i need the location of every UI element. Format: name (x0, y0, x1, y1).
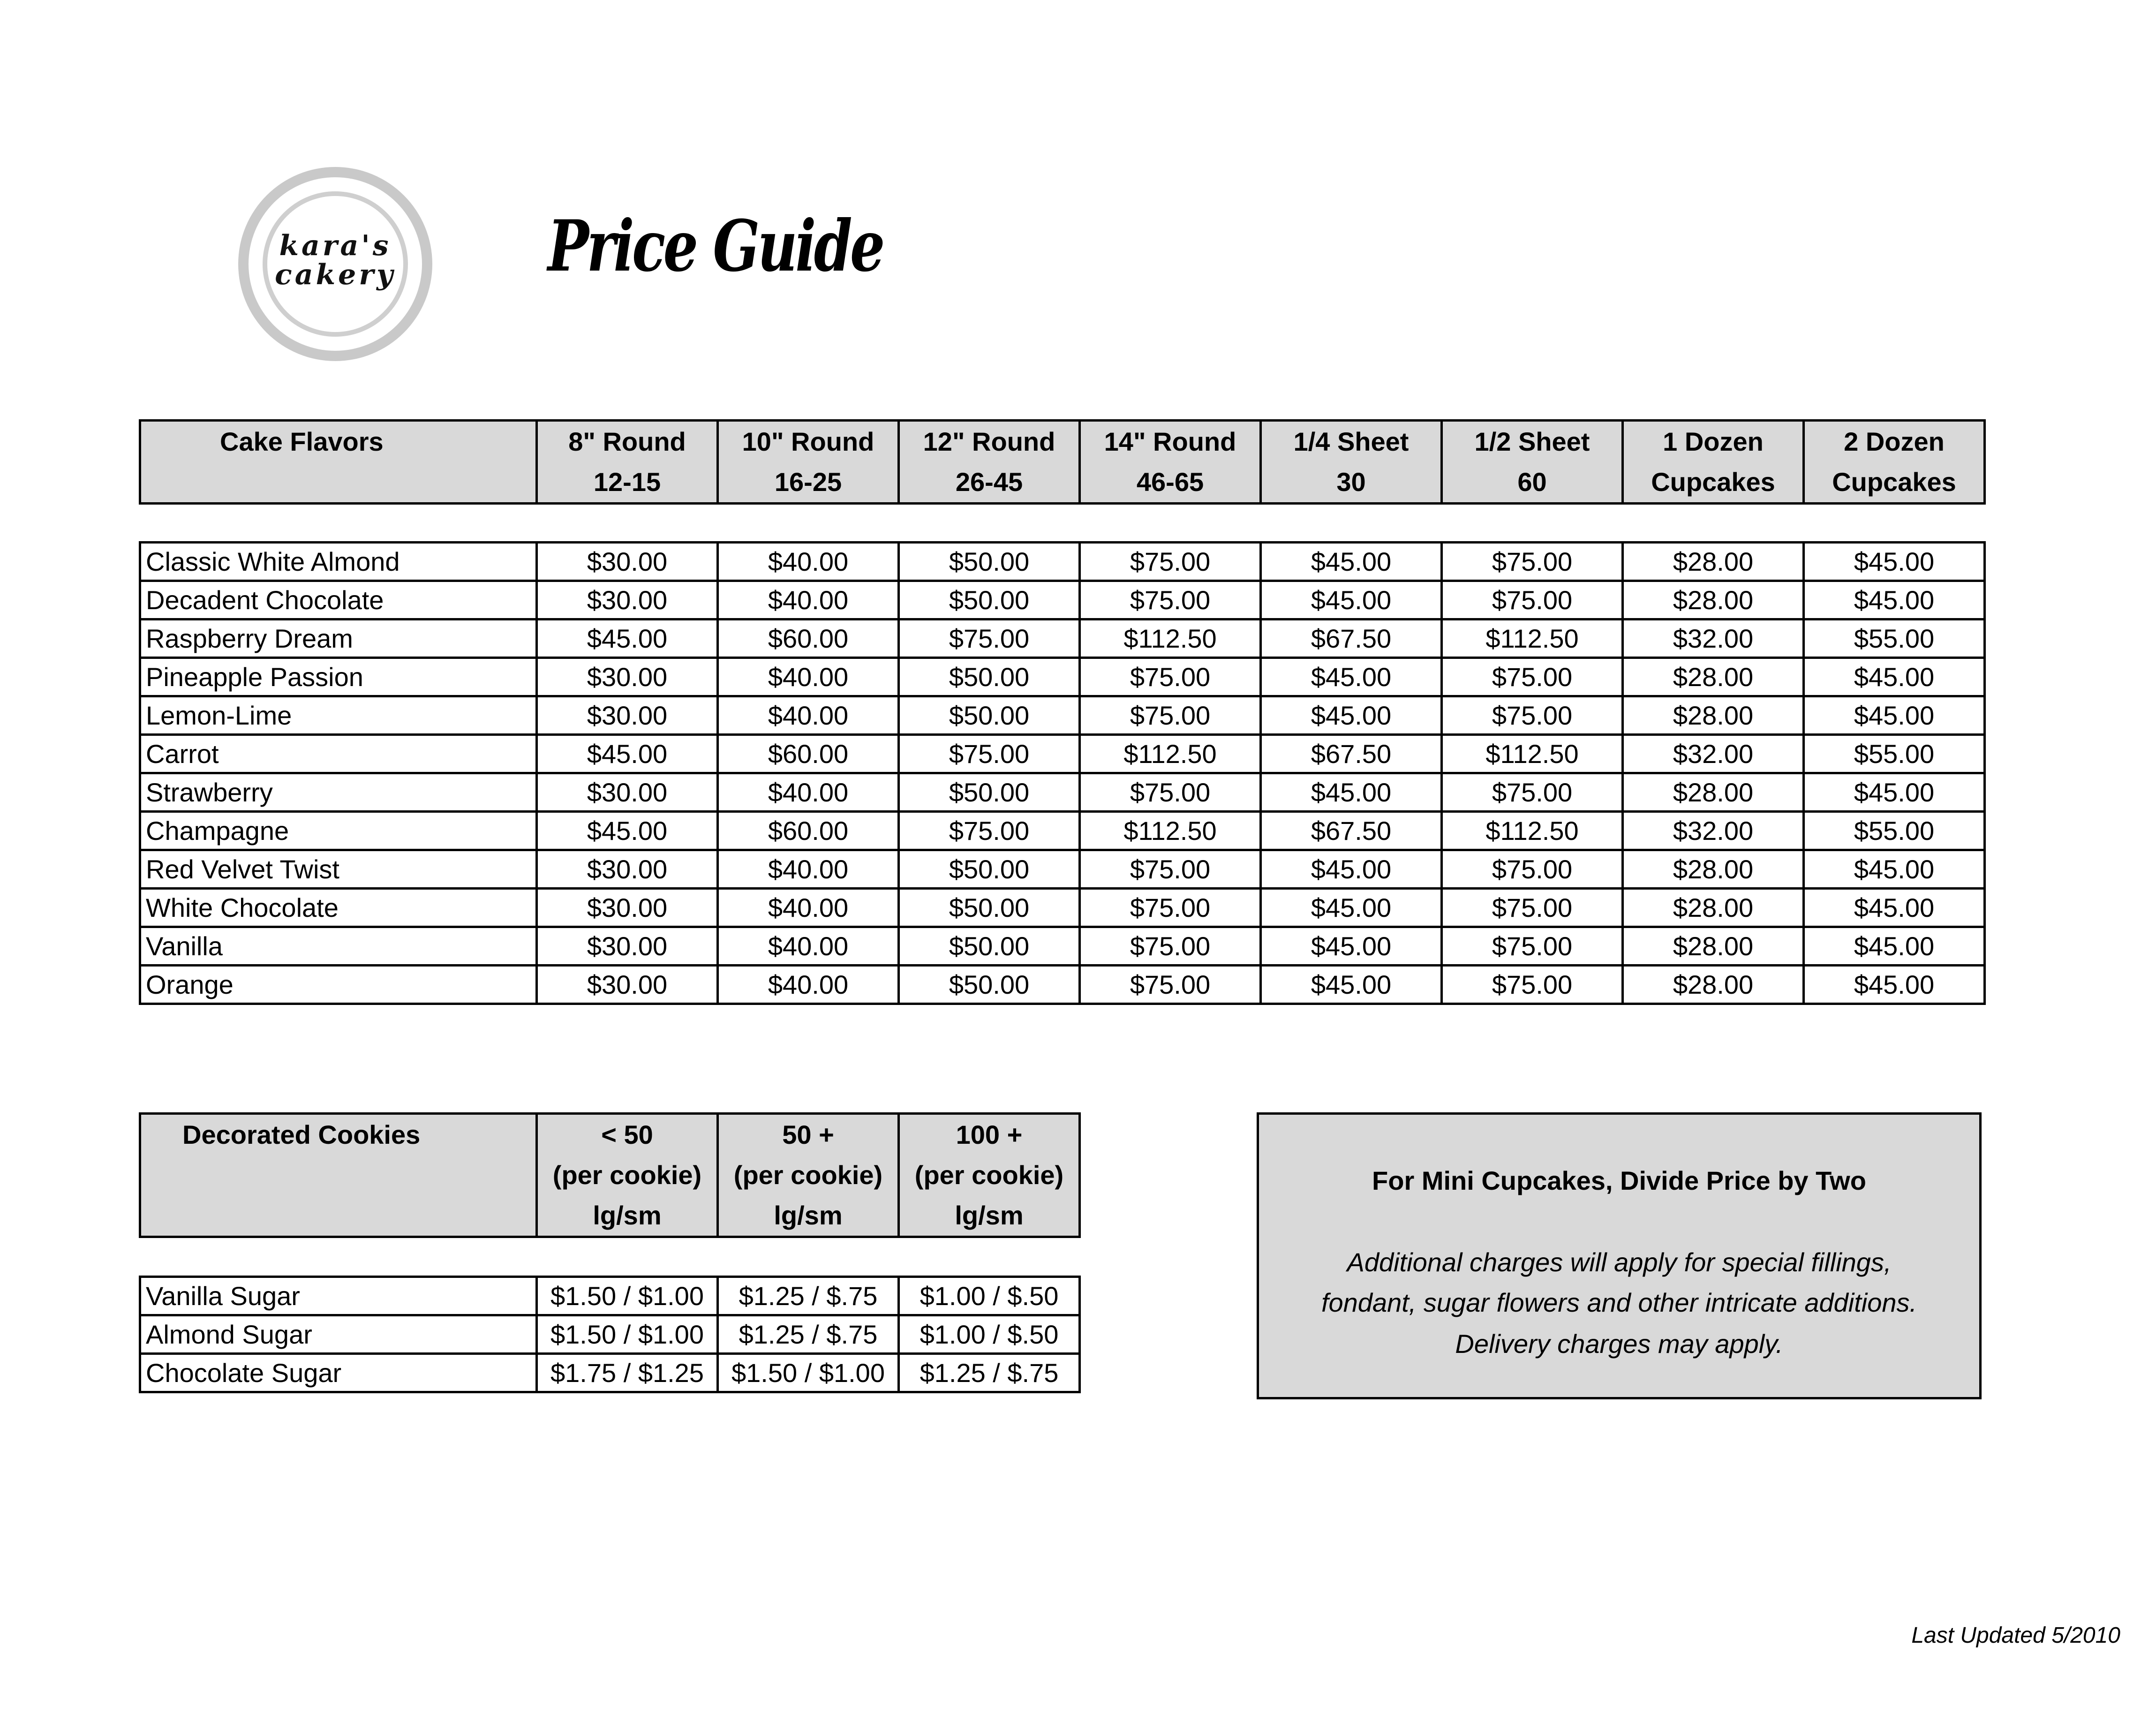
logo-text-line2: cakery (275, 258, 396, 291)
cookie-price-table (139, 1276, 1081, 1393)
price-cell: $60.00 (718, 812, 899, 850)
price-cell: $45.00 (1804, 543, 1985, 581)
price-cell: $1.00 / $.50 (899, 1277, 1080, 1315)
cookie-row (140, 1354, 1080, 1392)
cookie-row (140, 1277, 1080, 1315)
header-cell-100-plus: 100 + (per cookie) lg/sm (899, 1114, 1080, 1237)
price-cell: $30.00 (537, 581, 718, 619)
price-cell: $75.00 (1080, 889, 1261, 927)
flavor-name-cell: Vanilla Sugar (140, 1277, 537, 1315)
price-cell: $50.00 (899, 773, 1080, 812)
price-cell: $112.50 (1442, 735, 1623, 773)
price-cell: $45.00 (1804, 889, 1985, 927)
price-cell: $50.00 (899, 581, 1080, 619)
price-cell: $50.00 (899, 850, 1080, 889)
price-cell: $40.00 (718, 889, 899, 927)
price-cell: $1.25 / $.75 (718, 1315, 899, 1354)
price-cell: $75.00 (1080, 966, 1261, 1004)
header-cell-50-plus: 50 + (per cookie) lg/sm (718, 1114, 899, 1237)
price-cell: $75.00 (1442, 927, 1623, 966)
price-cell: $55.00 (1804, 735, 1985, 773)
price-cell: $45.00 (1261, 581, 1442, 619)
flavor-name-cell: Champagne (140, 812, 537, 850)
price-cell: $30.00 (537, 696, 718, 735)
flavor-name-cell: Chocolate Sugar (140, 1354, 537, 1392)
header-cell-quarter-sheet: 1/4 Sheet 30 (1261, 421, 1442, 504)
price-cell: $30.00 (537, 850, 718, 889)
flavor-name-cell: Lemon-Lime (140, 696, 537, 735)
price-cell: $75.00 (1080, 658, 1261, 696)
price-cell: $40.00 (718, 543, 899, 581)
price-cell: $28.00 (1623, 658, 1804, 696)
header-cell-decorated-cookies: Decorated Cookies (140, 1114, 537, 1237)
price-cell: $1.00 / $.50 (899, 1315, 1080, 1354)
flavor-name-cell: Red Velvet Twist (140, 850, 537, 889)
cake-row (140, 773, 1985, 812)
price-cell: $30.00 (537, 543, 718, 581)
price-cell: $75.00 (1442, 773, 1623, 812)
price-cell: $75.00 (1080, 543, 1261, 581)
flavor-name-cell: Decadent Chocolate (140, 581, 537, 619)
flavor-name-cell: White Chocolate (140, 889, 537, 927)
header-cell-10-round: 10" Round 16-25 (718, 421, 899, 504)
cake-row (140, 889, 1985, 927)
price-cell: $45.00 (1804, 658, 1985, 696)
price-cell: $40.00 (718, 927, 899, 966)
price-cell: $1.25 / $.75 (899, 1354, 1080, 1392)
logo-text-line1: kara's (279, 229, 392, 262)
header-cell-8-round: 8" Round 12-15 (537, 421, 718, 504)
price-cell: $32.00 (1623, 619, 1804, 658)
price-cell: $1.50 / $1.00 (537, 1315, 718, 1354)
cake-row (140, 850, 1985, 889)
price-cell: $45.00 (1804, 773, 1985, 812)
price-cell: $28.00 (1623, 927, 1804, 966)
price-cell: $75.00 (1442, 850, 1623, 889)
price-cell: $67.50 (1261, 735, 1442, 773)
price-cell: $1.50 / $1.00 (537, 1277, 718, 1315)
price-cell: $30.00 (537, 927, 718, 966)
cake-row (140, 658, 1985, 696)
price-cell: $45.00 (1804, 696, 1985, 735)
additional-charges-line1: Additional charges will apply for special fillings, (1347, 1247, 1892, 1277)
price-cell: $40.00 (718, 773, 899, 812)
price-cell: $40.00 (718, 966, 899, 1004)
price-cell: $30.00 (537, 773, 718, 812)
header-cell-12-round: 12" Round 26-45 (899, 421, 1080, 504)
price-cell: $50.00 (899, 696, 1080, 735)
price-cell: $45.00 (1804, 581, 1985, 619)
header-cell-under-50: < 50 (per cookie) lg/sm (537, 1114, 718, 1237)
price-cell: $45.00 (1261, 658, 1442, 696)
price-cell: $75.00 (1080, 696, 1261, 735)
cake-row (140, 696, 1985, 735)
header-cell-half-sheet: 1/2 Sheet 60 (1442, 421, 1623, 504)
price-cell: $28.00 (1623, 850, 1804, 889)
bakery-logo (238, 167, 432, 361)
price-cell: $75.00 (899, 735, 1080, 773)
price-cell: $1.75 / $1.25 (537, 1354, 718, 1392)
flavor-name-cell: Strawberry (140, 773, 537, 812)
page-title: Price Guide (548, 205, 883, 287)
price-cell: $40.00 (718, 696, 899, 735)
price-cell: $60.00 (718, 619, 899, 658)
price-cell: $45.00 (1261, 966, 1442, 1004)
mini-cupcakes-note: For Mini Cupcakes, Divide Price by Two (1372, 1166, 1866, 1195)
header-cell-14-round: 14" Round 46-65 (1080, 421, 1261, 504)
price-cell: $45.00 (537, 735, 718, 773)
price-cell: $112.50 (1080, 735, 1261, 773)
price-cell: $28.00 (1623, 966, 1804, 1004)
price-cell: $45.00 (1261, 927, 1442, 966)
price-cell: $30.00 (537, 889, 718, 927)
price-cell: $40.00 (718, 581, 899, 619)
price-cell: $28.00 (1623, 889, 1804, 927)
price-cell: $32.00 (1623, 735, 1804, 773)
flavor-name-cell: Vanilla (140, 927, 537, 966)
price-cell: $67.50 (1261, 619, 1442, 658)
price-cell: $45.00 (537, 812, 718, 850)
price-cell: $75.00 (1442, 658, 1623, 696)
price-cell: $60.00 (718, 735, 899, 773)
price-cell: $1.25 / $.75 (718, 1277, 899, 1315)
cake-row (140, 927, 1985, 966)
price-cell: $67.50 (1261, 812, 1442, 850)
price-cell: $50.00 (899, 543, 1080, 581)
price-cell: $50.00 (899, 966, 1080, 1004)
price-cell: $50.00 (899, 927, 1080, 966)
cake-row (140, 812, 1985, 850)
price-cell: $50.00 (899, 889, 1080, 927)
price-cell: $75.00 (1442, 889, 1623, 927)
cake-row (140, 735, 1985, 773)
price-cell: $75.00 (1442, 696, 1623, 735)
cookie-row (140, 1315, 1080, 1354)
cookie-header-table (139, 1112, 1081, 1238)
price-cell: $75.00 (1442, 966, 1623, 1004)
price-cell: $28.00 (1623, 581, 1804, 619)
price-cell: $30.00 (537, 966, 718, 1004)
price-cell: $30.00 (537, 658, 718, 696)
price-cell: $75.00 (1080, 927, 1261, 966)
price-cell: $1.50 / $1.00 (718, 1354, 899, 1392)
cake-row (140, 581, 1985, 619)
cake-row (140, 966, 1985, 1004)
price-cell: $112.50 (1442, 812, 1623, 850)
header-cell-1-dozen-cupcakes: 1 Dozen Cupcakes (1623, 421, 1804, 504)
price-cell: $40.00 (718, 658, 899, 696)
flavor-name-cell: Almond Sugar (140, 1315, 537, 1354)
last-updated: Last Updated 5/2010 (1911, 1623, 2120, 1648)
price-cell: $45.00 (1261, 696, 1442, 735)
price-cell: $75.00 (899, 619, 1080, 658)
price-cell: $55.00 (1804, 812, 1985, 850)
price-cell: $45.00 (1261, 773, 1442, 812)
price-cell: $75.00 (1080, 773, 1261, 812)
price-cell: $45.00 (537, 619, 718, 658)
price-cell: $75.00 (1080, 581, 1261, 619)
price-cell: $45.00 (1261, 889, 1442, 927)
price-cell: $45.00 (1261, 850, 1442, 889)
cake-header-table (139, 419, 1986, 505)
info-box (1257, 1112, 1982, 1399)
price-cell: $28.00 (1623, 543, 1804, 581)
price-cell: $75.00 (1442, 543, 1623, 581)
cake-price-table (139, 541, 1986, 1005)
price-cell: $112.50 (1442, 619, 1623, 658)
price-cell: $75.00 (1442, 581, 1623, 619)
price-cell: $112.50 (1080, 619, 1261, 658)
price-cell: $112.50 (1080, 812, 1261, 850)
price-cell: $45.00 (1804, 850, 1985, 889)
header-cell-cake-flavors: Cake Flavors (140, 421, 537, 504)
price-cell: $28.00 (1623, 773, 1804, 812)
cake-row (140, 543, 1985, 581)
cookie-header-row (140, 1114, 1080, 1237)
flavor-name-cell: Pineapple Passion (140, 658, 537, 696)
additional-charges-line2: fondant, sugar flowers and other intricate additions. (1321, 1288, 1917, 1317)
flavor-name-cell: Classic White Almond (140, 543, 537, 581)
flavor-name-cell: Orange (140, 966, 537, 1004)
flavor-name-cell: Raspberry Dream (140, 619, 537, 658)
price-cell: $75.00 (899, 812, 1080, 850)
price-cell: $45.00 (1804, 927, 1985, 966)
price-cell: $40.00 (718, 850, 899, 889)
price-cell: $75.00 (1080, 850, 1261, 889)
price-cell: $45.00 (1804, 966, 1985, 1004)
price-cell: $28.00 (1623, 696, 1804, 735)
cake-header-row (140, 421, 1985, 504)
price-cell: $50.00 (899, 658, 1080, 696)
price-cell: $32.00 (1623, 812, 1804, 850)
price-cell: $45.00 (1261, 543, 1442, 581)
delivery-charges-line: Delivery charges may apply. (1455, 1329, 1783, 1359)
price-cell: $55.00 (1804, 619, 1985, 658)
header-cell-2-dozen-cupcakes: 2 Dozen Cupcakes (1804, 421, 1985, 504)
flavor-name-cell: Carrot (140, 735, 537, 773)
cake-row (140, 619, 1985, 658)
